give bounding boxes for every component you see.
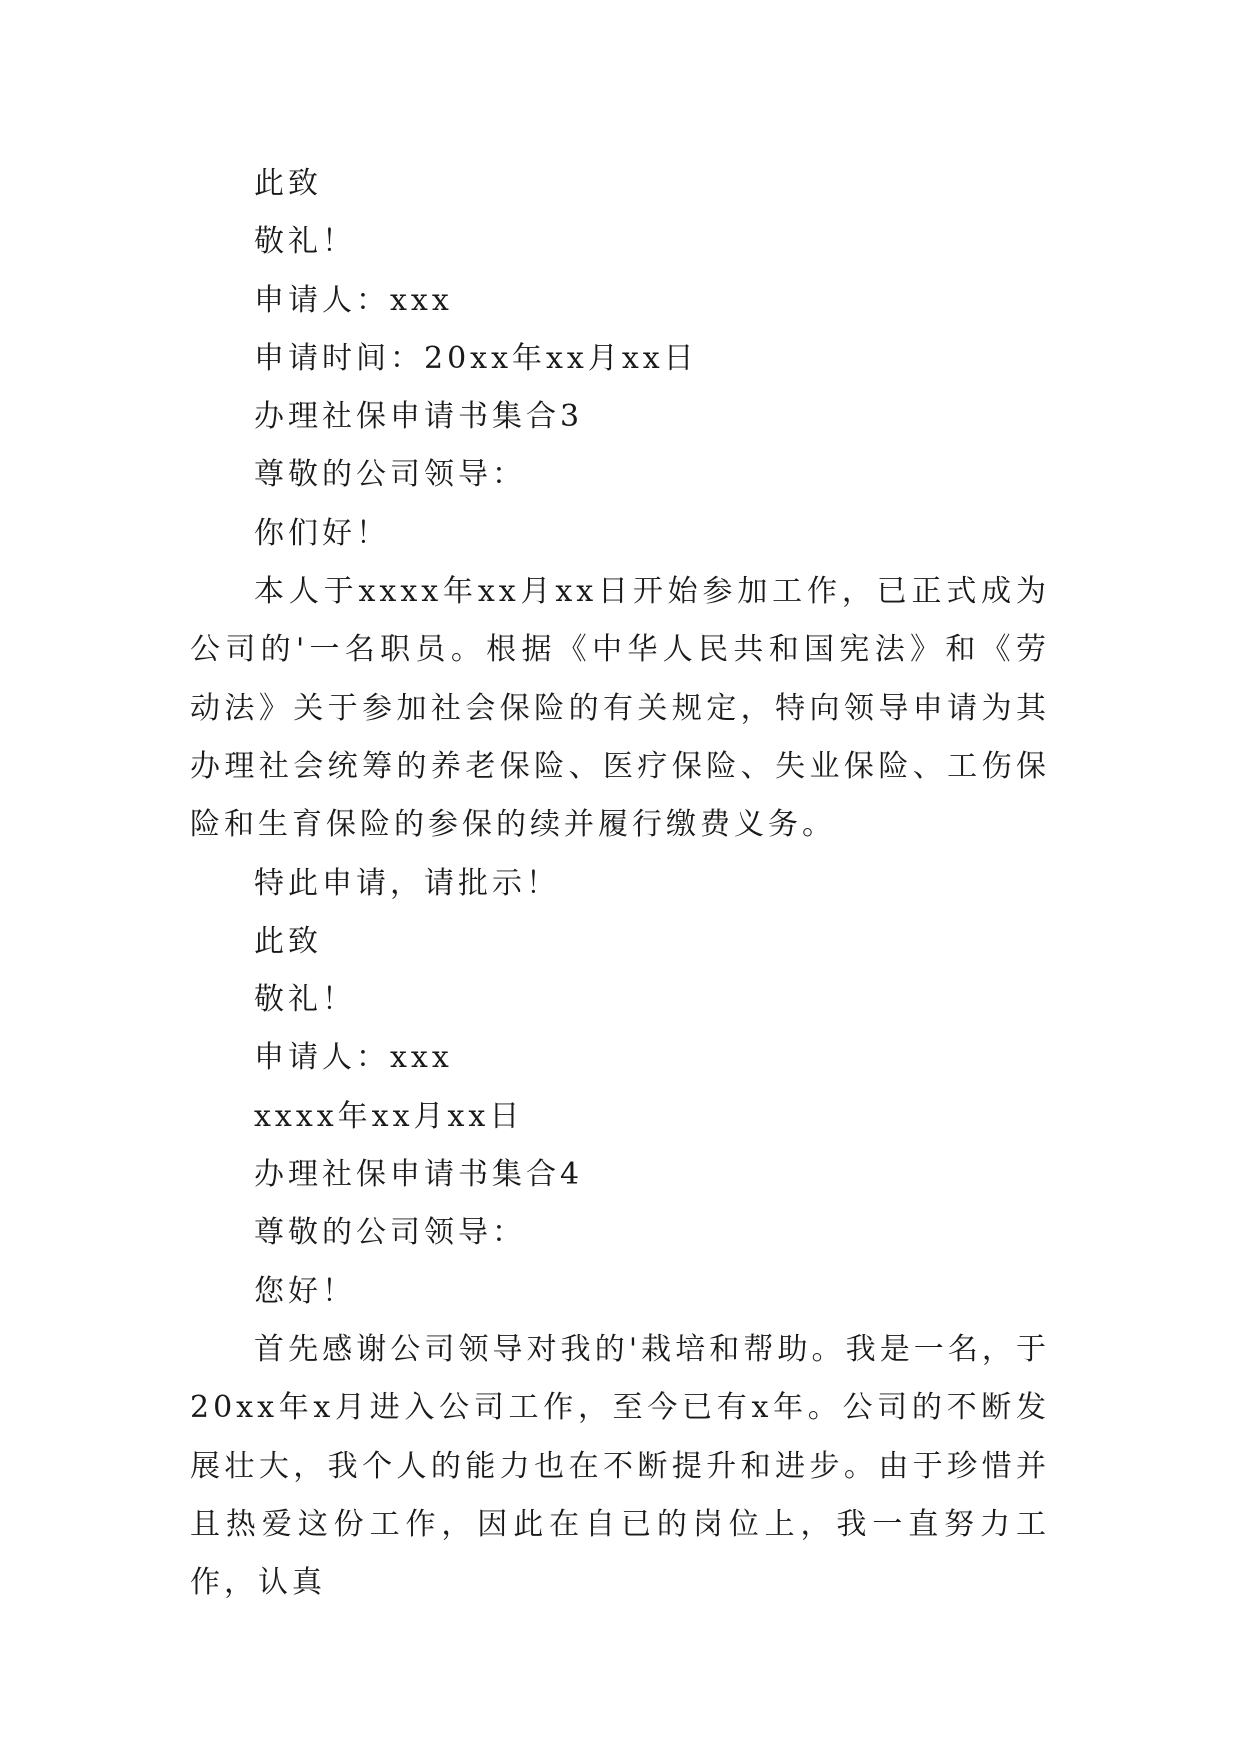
application-date-line: 申请时间：20xx年xx月xx日 xyxy=(254,340,698,376)
greeting-line: 你们好！ xyxy=(254,515,390,551)
closing-line: 此致 xyxy=(254,166,322,201)
greeting-line: 您好！ xyxy=(254,1273,356,1309)
applicant-line: 申请人：xxx xyxy=(254,282,453,318)
date-line: xxxx年xx月xx日 xyxy=(254,1098,524,1134)
document-body xyxy=(190,155,1050,1612)
request-line: 特此申请，请批示！ xyxy=(254,865,560,901)
closing-line: 此致 xyxy=(254,923,322,959)
salutation-line: 敬礼！ xyxy=(254,982,356,1018)
body-paragraph: 首先感谢公司领导对我的'栽培和帮助。我是一名，于20xx年x月进入公司工作，至今已有x年。公司的不断发展壮大，我个人的能力也在不断提升和进步。由于珍惜并且热爱这份工作，因此在自已的岗位上，我一直努力工作，认真 xyxy=(190,1331,1050,1601)
salutation-line: 敬礼！ xyxy=(254,224,356,260)
body-paragraph: 本人于xxxx年xx月xx日开始参加工作，已正式成为公司的'一名职员。根据《中华人民共和国宪法》和《劳动法》关于参加社会保险的有关规定，特向领导申请为其办理社会统筹的养老保险、医疗保险、失业保险、工伤保险和生育保险的参保的续并履行缴费义务。 xyxy=(190,574,1050,843)
greeting-recipient: 尊敬的公司领导： xyxy=(254,457,526,493)
applicant-line: 申请人：xxx xyxy=(254,1040,453,1076)
greeting-recipient: 尊敬的公司领导： xyxy=(254,1215,526,1251)
section-heading: 办理社保申请书集合4 xyxy=(254,1157,584,1193)
section-heading: 办理社保申请书集合3 xyxy=(254,399,584,435)
